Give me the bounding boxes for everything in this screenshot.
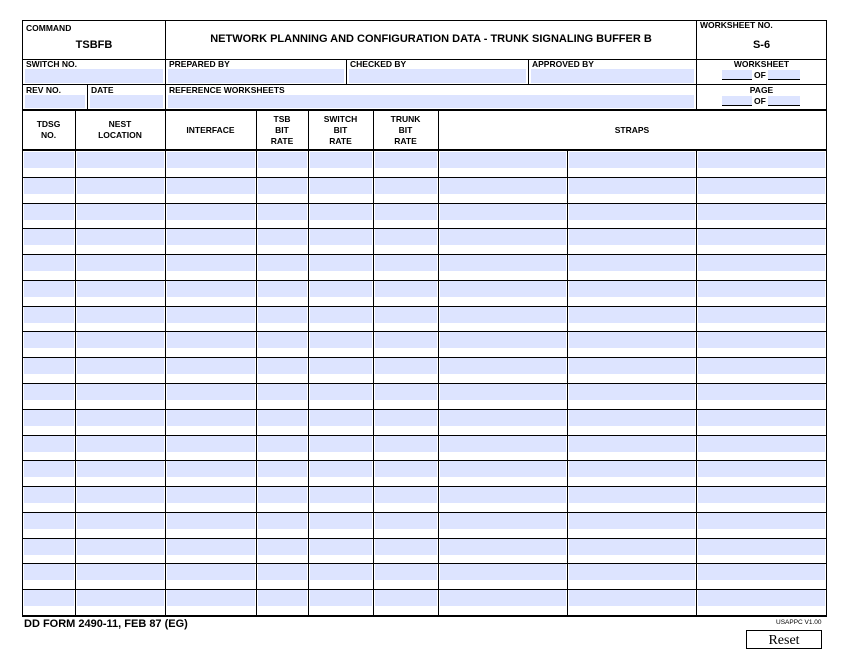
grid-cell[interactable] [24, 436, 74, 452]
grid-cell[interactable] [167, 178, 255, 194]
grid-cell[interactable] [24, 513, 74, 529]
column-divider [373, 110, 374, 151]
grid-cell[interactable] [440, 307, 566, 323]
rev-no-field[interactable] [25, 95, 85, 108]
grid-cell[interactable] [258, 384, 307, 400]
grid-cell[interactable] [440, 564, 566, 580]
column-header-line: SWITCH [323, 113, 358, 124]
grid-cell[interactable] [698, 384, 825, 400]
column-header-line: BIT [333, 124, 348, 135]
grid-cell[interactable] [698, 410, 825, 426]
grid-cell[interactable] [24, 410, 74, 426]
grid-cell[interactable] [569, 178, 695, 194]
grid-cell[interactable] [24, 384, 74, 400]
worksheet-total-field[interactable] [768, 70, 800, 79]
grid-cell[interactable] [167, 229, 255, 245]
grid-cell[interactable] [569, 332, 695, 348]
worksheet-no-value[interactable]: S-6 [752, 39, 771, 51]
grid-cell[interactable] [77, 564, 164, 580]
grid-row-line [22, 331, 827, 332]
grid-row-line [22, 203, 827, 204]
grid-cell[interactable] [569, 152, 695, 168]
grid-cell[interactable] [440, 204, 566, 220]
grid-cell[interactable] [440, 590, 566, 606]
grid-cell[interactable] [167, 307, 255, 323]
grid-row-line [22, 357, 827, 358]
page-of-label: OF [754, 96, 766, 106]
grid-cell[interactable] [77, 358, 164, 374]
grid-cell[interactable] [698, 178, 825, 194]
grid-cell[interactable] [698, 590, 825, 606]
column-divider [256, 110, 257, 151]
switch-no-label: SWITCH NO. [26, 59, 77, 69]
grid-cell[interactable] [258, 204, 307, 220]
grid-cell[interactable] [258, 152, 307, 168]
grid-cell[interactable] [24, 539, 74, 555]
grid-cell[interactable] [77, 436, 164, 452]
grid-cell[interactable] [440, 410, 566, 426]
column-header-line: TSB [273, 113, 291, 124]
grid-cell[interactable] [258, 255, 307, 271]
worksheet-label: WORKSHEET [733, 59, 790, 69]
form-title: NETWORK PLANNING AND CONFIGURATION DATA - TRUNK SIGNALING BUFFER B [210, 33, 652, 45]
grid-cell[interactable] [258, 332, 307, 348]
grid-cell[interactable] [24, 564, 74, 580]
grid-cell[interactable] [258, 590, 307, 606]
column-header-straps [438, 125, 826, 136]
grid-cell[interactable] [77, 332, 164, 348]
column-header-line: STRAPS [614, 124, 650, 135]
grid-cell[interactable] [167, 204, 255, 220]
grid-cell[interactable] [569, 358, 695, 374]
grid-cell[interactable] [77, 152, 164, 168]
grid-cell[interactable] [77, 590, 164, 606]
grid-cell[interactable] [258, 178, 307, 194]
approved-by-label: APPROVED BY [532, 59, 594, 69]
grid-cell[interactable] [375, 358, 437, 374]
grid-cell[interactable] [569, 307, 695, 323]
grid-cell[interactable] [375, 384, 437, 400]
grid-cell[interactable] [258, 564, 307, 580]
column-header-nest-location [75, 119, 165, 141]
grid-cell[interactable] [698, 564, 825, 580]
grid-cell[interactable] [167, 436, 255, 452]
grid-cell[interactable] [698, 436, 825, 452]
grid-cell[interactable] [310, 152, 372, 168]
grid-cell[interactable] [375, 152, 437, 168]
column-header-line: INTERFACE [186, 124, 235, 135]
grid-cell[interactable] [77, 229, 164, 245]
grid-cell[interactable] [167, 564, 255, 580]
reference-worksheets-label: REFERENCE WORKSHEETS [169, 85, 285, 95]
grid-row-line [22, 538, 827, 539]
grid-cell[interactable] [569, 513, 695, 529]
grid-cell[interactable] [375, 564, 437, 580]
column-header-trunk-bit-rate [373, 114, 438, 147]
grid-cell[interactable] [24, 307, 74, 323]
checked-by-label: CHECKED BY [350, 59, 407, 69]
grid-row-line [22, 460, 827, 461]
grid-cell[interactable] [77, 178, 164, 194]
grid-cell[interactable] [77, 487, 164, 503]
grid-cell[interactable] [569, 461, 695, 477]
grid-cell[interactable] [375, 281, 437, 297]
page-total-field[interactable] [768, 96, 800, 105]
column-header-line: TDSG [36, 119, 61, 129]
column-header-line: BIT [398, 124, 413, 135]
grid-cell[interactable] [698, 152, 825, 168]
grid-cell[interactable] [698, 487, 825, 503]
grid-cell[interactable] [375, 513, 437, 529]
grid-cell[interactable] [569, 487, 695, 503]
grid-cell[interactable] [440, 513, 566, 529]
grid-cell[interactable] [698, 332, 825, 348]
prepared-by-label: PREPARED BY [169, 59, 230, 69]
grid-cell[interactable] [698, 358, 825, 374]
grid-cell[interactable] [24, 229, 74, 245]
frame-bottom [22, 615, 827, 617]
column-divider [75, 110, 76, 151]
page-current-field[interactable] [722, 96, 752, 105]
grid-cell[interactable] [440, 461, 566, 477]
command-value[interactable]: TSBFB [75, 39, 113, 51]
grid-cell[interactable] [569, 539, 695, 555]
grid-cell[interactable] [310, 204, 372, 220]
grid-cell[interactable] [310, 307, 372, 323]
column-header-line: LOCATION [98, 130, 142, 140]
grid-cell[interactable] [258, 461, 307, 477]
column-header-line: RATE [394, 135, 417, 146]
grid-cell[interactable] [167, 513, 255, 529]
grid-cell[interactable] [258, 539, 307, 555]
grid-cell[interactable] [310, 255, 372, 271]
grid-cell[interactable] [77, 281, 164, 297]
grid-row-line [22, 435, 827, 436]
grid-cell[interactable] [698, 281, 825, 297]
grid-cell[interactable] [167, 539, 255, 555]
grid-cell[interactable] [24, 332, 74, 348]
date-field[interactable] [90, 95, 163, 108]
grid-cell[interactable] [569, 436, 695, 452]
grid-cell[interactable] [698, 229, 825, 245]
column-header-switch-bit-rate [308, 114, 373, 147]
grid-cell[interactable] [375, 229, 437, 245]
grid-cell[interactable] [77, 204, 164, 220]
grid-cell[interactable] [258, 229, 307, 245]
grid-cell[interactable] [440, 358, 566, 374]
grid-cell[interactable] [258, 513, 307, 529]
grid-cell[interactable] [698, 204, 825, 220]
grid-cell[interactable] [375, 487, 437, 503]
column-header-tsb-bit-rate [256, 114, 308, 147]
grid-cell[interactable] [310, 539, 372, 555]
grid-cell[interactable] [258, 358, 307, 374]
column-divider [165, 110, 166, 151]
grid-cell[interactable] [375, 307, 437, 323]
grid-cell[interactable] [24, 358, 74, 374]
grid-row-line [22, 280, 827, 281]
command-label: COMMAND [26, 23, 72, 33]
reset-button[interactable]: Reset [746, 630, 822, 649]
grid-cell[interactable] [569, 204, 695, 220]
grid-cell[interactable] [258, 307, 307, 323]
worksheet-current-field[interactable] [722, 70, 752, 79]
grid-cell[interactable] [310, 513, 372, 529]
grid-cell[interactable] [77, 513, 164, 529]
grid-cell[interactable] [310, 487, 372, 503]
grid-cell[interactable] [167, 461, 255, 477]
grid-cell[interactable] [569, 590, 695, 606]
grid-cell[interactable] [440, 487, 566, 503]
grid-cell[interactable] [77, 461, 164, 477]
grid-cell[interactable] [77, 410, 164, 426]
grid-cell[interactable] [310, 590, 372, 606]
grid-cell[interactable] [77, 255, 164, 271]
prepared-by-field[interactable] [168, 69, 344, 83]
grid-cell[interactable] [440, 229, 566, 245]
grid-cell[interactable] [698, 539, 825, 555]
grid-cell[interactable] [167, 358, 255, 374]
grid-row-line [22, 589, 827, 590]
grid-cell[interactable] [375, 332, 437, 348]
grid-cell[interactable] [310, 384, 372, 400]
grid-cell[interactable] [310, 281, 372, 297]
grid-cell[interactable] [24, 204, 74, 220]
grid-cell[interactable] [375, 204, 437, 220]
grid-cell[interactable] [258, 436, 307, 452]
grid-cell[interactable] [24, 281, 74, 297]
grid-cell[interactable] [310, 461, 372, 477]
grid-cell[interactable] [167, 487, 255, 503]
grid-cell[interactable] [310, 229, 372, 245]
grid-cell[interactable] [440, 152, 566, 168]
grid-cell[interactable] [569, 384, 695, 400]
column-header-line: BIT [275, 124, 289, 135]
grid-cell[interactable] [310, 436, 372, 452]
grid-cell[interactable] [698, 513, 825, 529]
grid-cell[interactable] [167, 281, 255, 297]
worksheet-of-label: OF [754, 70, 766, 80]
reference-worksheets-field[interactable] [168, 95, 694, 108]
grid-cell[interactable] [24, 178, 74, 194]
grid-cell[interactable] [24, 590, 74, 606]
grid-cell[interactable] [440, 255, 566, 271]
grid-cell[interactable] [24, 487, 74, 503]
grid-cell[interactable] [569, 229, 695, 245]
grid-cell[interactable] [569, 281, 695, 297]
grid-cell[interactable] [569, 410, 695, 426]
column-header-line: RATE [270, 135, 294, 146]
page-label: PAGE [749, 85, 774, 95]
column-header-line: NEST [108, 119, 132, 129]
approved-by-field[interactable] [531, 69, 694, 83]
grid-cell[interactable] [440, 281, 566, 297]
grid-cell[interactable] [77, 539, 164, 555]
grid-row-line [22, 486, 827, 487]
grid-cell[interactable] [167, 590, 255, 606]
grid-cell[interactable] [375, 410, 437, 426]
grid-row-line [22, 563, 827, 564]
column-header-interface [165, 125, 256, 136]
checked-by-field[interactable] [349, 69, 526, 83]
grid-cell[interactable] [310, 564, 372, 580]
grid-row-line [22, 512, 827, 513]
grid-cell[interactable] [375, 590, 437, 606]
grid-cell[interactable] [24, 152, 74, 168]
column-header-line: TRUNK [390, 113, 421, 124]
grid-cell[interactable] [167, 332, 255, 348]
column-header-line: NO. [40, 130, 57, 140]
grid-cell[interactable] [310, 358, 372, 374]
column-divider [308, 110, 309, 151]
grid-cell[interactable] [258, 410, 307, 426]
grid-row-line [22, 306, 827, 307]
grid-cell[interactable] [375, 461, 437, 477]
column-header-line: RATE [329, 135, 352, 146]
grid-cell[interactable] [167, 152, 255, 168]
form-id: DD FORM 2490-11, FEB 87 (EG) [24, 618, 188, 630]
switch-no-field[interactable] [25, 69, 163, 83]
grid-row-line [22, 383, 827, 384]
grid-cell[interactable] [375, 178, 437, 194]
grid-cell[interactable] [167, 384, 255, 400]
grid-cell[interactable] [440, 436, 566, 452]
grid-cell[interactable] [375, 436, 437, 452]
grid-cell[interactable] [310, 332, 372, 348]
grid-cell[interactable] [167, 410, 255, 426]
worksheet-no-label: WORKSHEET NO. [700, 20, 773, 30]
date-label: DATE [91, 85, 114, 95]
column-header-tdsg-no [22, 119, 75, 141]
grid-cell[interactable] [698, 461, 825, 477]
grid-cell[interactable] [258, 281, 307, 297]
grid-cell[interactable] [698, 307, 825, 323]
grid-cell[interactable] [440, 384, 566, 400]
grid-cell[interactable] [569, 564, 695, 580]
grid-cell[interactable] [77, 384, 164, 400]
grid-cell[interactable] [77, 307, 164, 323]
grid-cell[interactable] [24, 461, 74, 477]
grid-cell[interactable] [440, 178, 566, 194]
version-label: USAPPC V1.00 [776, 619, 822, 626]
grid-cell[interactable] [698, 255, 825, 271]
grid-cell[interactable] [569, 255, 695, 271]
grid-cell[interactable] [24, 255, 74, 271]
grid-row-line [22, 254, 827, 255]
grid-row-line [22, 177, 827, 178]
grid-cell[interactable] [375, 539, 437, 555]
grid-row-line [22, 228, 827, 229]
grid-cell[interactable] [375, 255, 437, 271]
grid-cell[interactable] [167, 255, 255, 271]
grid-cell[interactable] [258, 487, 307, 503]
grid-cell[interactable] [440, 332, 566, 348]
grid-row-line [22, 409, 827, 410]
rev-no-label: REV NO. [26, 85, 61, 95]
grid-cell[interactable] [310, 410, 372, 426]
grid-cell[interactable] [310, 178, 372, 194]
column-divider [438, 110, 439, 151]
grid-cell[interactable] [440, 539, 566, 555]
